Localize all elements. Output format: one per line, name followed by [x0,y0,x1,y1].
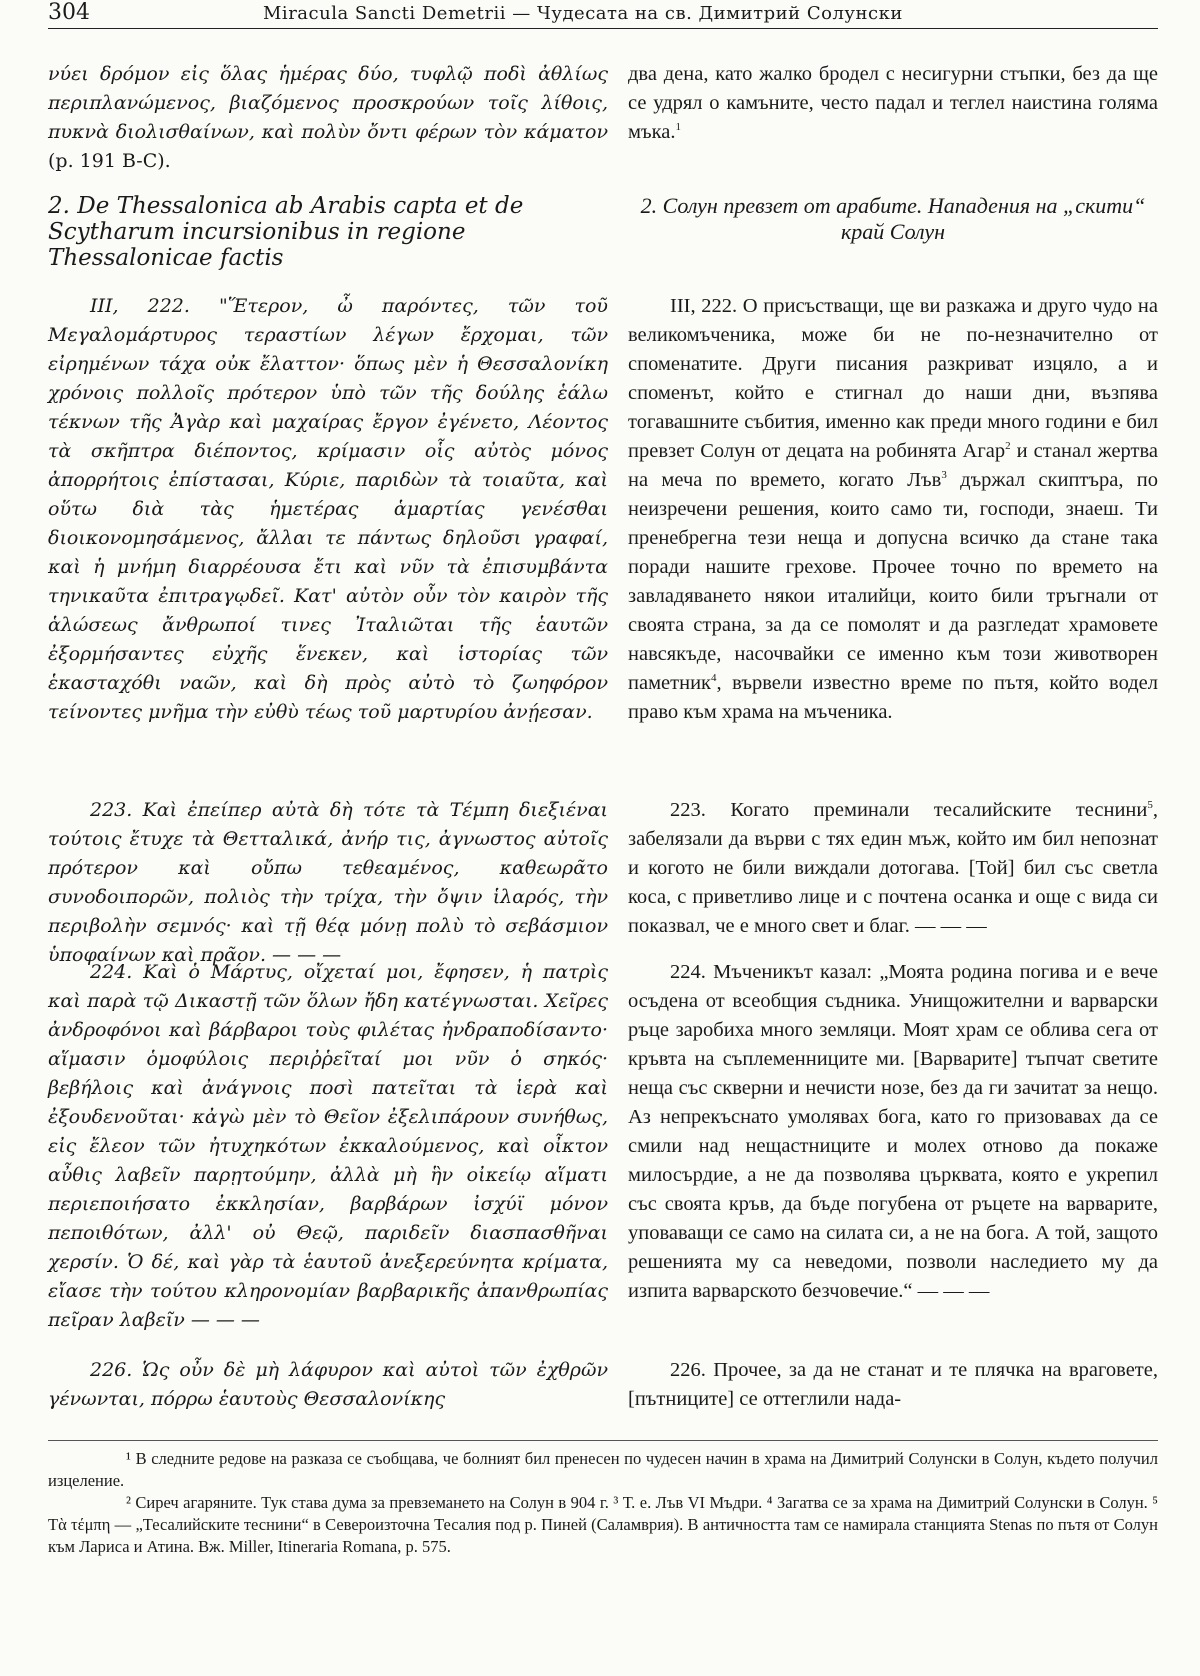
footnote-1: ¹ В следните редове на разказа се съобщава, че болният бил пренесен по чудесен начин в храма на Димитрий Солунски в Солун, където получил изцеление. [48,1449,1158,1490]
greek-intro-ref: (p. 191 B-C). [48,150,171,172]
bulgarian-paragraph-226: 226. Прочее, за да не станат и те плячка на враговете, [пътниците] се оттеглили нада- [628,1359,1158,1410]
bg222-part-c: държал скиптъра, по неизречени решения, които само ти, господи, знаеш. Ти пренебрегна тези неща и допусна всичко да стане така поради нашите грехове. Прочее точно по времето на завладяването някои италийци, които били тръгнали от своята страна, за да се помолят и да разгледат храмовете навсякъде, насочвайки се именно към този животворен паметник [628,469,1158,694]
bg222-part-b: и станал жертва на меча по времето, когато Лъв [628,440,1159,491]
latin-section-heading: 2. De Thessalonica ab Arabis capta et de Scytharum incursionibus in regione Thessalonicae factis [48,193,524,271]
footnote-3: ³ Т. е. Лъв VI Мъдри. [613,1493,763,1512]
page-number: 304 [48,0,90,25]
footnote-5: ⁵ Τὰ τέμπη — „Тесалийските теснини“ в Североизточна Тесалия под р. Пиней (Саламврия). В античността там се намирала станцията Stenas по пътя от Солун към Лариса и Атина. Вж. Miller, Itineraria Romana, p. 575. [48,1493,1159,1556]
bulgarian-paragraph-222 [628,292,1158,727]
footnote-2-3 [48,1492,1158,1558]
greek-paragraph-226: 226. Ὡς οὖν δὲ μὴ λάφυρον καὶ αὐτοὶ τῶν ἐχθρῶν γένωνται, πόρρω ἑαυτοὺς Θεσσαλονίκης [48,1359,608,1410]
footnote-marker-3: 3 [941,469,947,482]
greek-intro-text: νύει δρόμον εἰς ὅλας ἡμέρας δύο, τυφλῷ ποδὶ ἀθλίως περιπλανώμενος, βιαζόμενος προσκρούων τοῖς λίθοις, πυκνὰ διολισθαίνων, καὶ πολὺν ὄντι φέρων τὸν κάματον [48,63,608,143]
greek-intro [48,60,608,176]
footnote-marker-4: 4 [711,672,717,685]
bulgarian-section-heading: 2. Солун превзет от арабите. Нападения на „скити“ край Солун [640,193,1146,244]
column-gutter [618,80,619,1440]
bulgarian-intro-text: два дена, като жалко бродел с несигурни стъпки, без да ще се удрял о камъните, често падал и теглел наистина голяма мъка. [628,63,1158,143]
bulgarian-intro [628,60,1158,147]
footnote-marker-1: 1 [675,121,681,134]
bg222-part-d: , вървели известно време по пътя, който водел право към храма на мъченика. [628,672,1158,723]
greek-paragraph-223: 223. Καὶ ἐπείπερ αὐτὰ δὴ τότε τὰ Τέμπη διεξιέναι τούτοις ἔτυχε τὰ Θετταλικά, ἀνήρ τις, ἀγνωστος αὐτοῖς πρότερον καὶ οὔπω τεθεαμένος, καθεωρᾶτο συνοδοιπορῶν, πολιὸς τὴν τρίχα, τὴν ὄψιν ἱλαρός, τὴν περιβολὴν σεμνός· καὶ τῇ θέᾳ μόνῃ πολὺ τὸ σεβάσμιον ὑποφαίνων καὶ πρᾶον. — — — [48,799,608,966]
footnote-marker-2: 2 [1005,440,1011,453]
page-header [48,0,1158,29]
bulgarian-paragraph-224: 224. Мъченикът казал: „Моята родина погива и е вече осъдена от всеобщия съдника. Унищожителни и варварски ръце заробиха много земляци. Моят храм се облива сега от кръвта на съплеменниците ми. [Варварите] тъпчат светите неща със скверни и нечисти нозе, без да ги зачитат за нещо. Аз непрекъснато умолявах бога, като го призовавах да се смили над нещастниците и молех отново да покаже милосърдие, а не да позволява църквата, която е укрепил със своята кръв, да бъде погубена от ръцете на варварите, уповаващи се само на силата си, а не на бога. А той, защото решенията му са неведоми, позволи наследието му да изпита варварското безчовечие.“ — — — [628,961,1158,1302]
greek-paragraph-222: III, 222. "Ἕτερον, ὦ παρόντες, τῶν τοῦ Μεγαλομάρτυρος τεραστίων λέγων ἔρχομαι, τῶν εἰρημένων τάχα οὐκ ἔλαττον· ὅπως μὲν ἡ Θεσσαλονίκη χρόνοις πολλοῖς πρότερον ὑπὸ τῶν τῆς δούλης ἑάλω τέκνων τῆς Ἀγὰρ καὶ μαχαίρας ἔργον ἐγένετο, Λέοντος τὰ σκῆπτρα διέποντος, κρίμασιν οἷς αὐτὸς μόνος ἀπορρήτοις ἐπίστασαι, Κύριε, παριδὼν τὰ τοιαῦτα, καὶ οὕτω διὰ τὰς ἡμετέρας ἁμαρτίας γενέσθαι διοικονομησάμενος, ἄλλαι τε πάντως δηλοῦσι γραφαί, καὶ ἡ μνήμη διαρρέουσα ἔτι καὶ νῦν τὰ ἐπισυμβάντα τηνικαῦτα ἐπιτραγῳδεῖ. Κατ' αὐτὸν οὖν τὸν καιρὸν τῆς ἁλώσεως ἄνθρωποί τινες Ἰταλιῶται τῆς ἑαυτῶν ἐξορμήσαντες εὐχῆς ἕνεκεν, καὶ ἱστορίας τῶν ἑκασταχόθι ναῶν, καὶ δὴ πρὸς αὐτὸ τὸ ζωηφόρον τείνοντες μνῆμα τὴν εὐθὺ τέως τοῦ μαρτυρίου ἀνῄεσαν. [48,295,608,723]
bg223-part-a: 223. Когато преминали тесалийските теснини [670,799,1148,821]
footnote-2: ² Сиреч агаряните. Тук става дума за превземането на Солун в 904 г. [126,1493,609,1512]
footnotes [48,1448,1158,1558]
footnote-separator [48,1440,1158,1441]
running-head: Miracula Sancti Demetrii — Чудесата на св. Димитрий Солунски [263,3,903,24]
bg222-part-a: III, 222. О присъстващи, ще ви разкажа и друго чудо на великомъченика, може би не по-незначително от споменатите. Други писания разкриват изцяло, а и споменът, който е стигнал до наши дни, възпява тогавашните събития, именно как преди много години е бил превзет Солун от децата на робинята Агар [628,295,1158,462]
bulgarian-paragraph-223 [628,796,1158,941]
bg223-part-b: , забелязали да върви с тях един мъж, който им бил непознат и когото не били виждали дотогава. [Той] бил със светла коса, с приветливо лице и с почтена осанка и още с вида си показвал, че е много свет и благ. — — — [628,799,1158,937]
footnote-4: ⁴ Загатва се за храма на Димитрий Солунски в Солун. [766,1493,1148,1512]
footnote-marker-5: 5 [1147,799,1153,812]
greek-paragraph-224: 224. Καὶ ὁ Μάρτυς, οἴχεταί μοι, ἔφησεν, ἡ πατρὶς καὶ παρὰ τῷ Δικαστῇ τῶν ὅλων ἤδη κατέγνωσται. Χεῖρες ἀνδροφόνοι καὶ βάρβαροι τοὺς φιλέτας ἠνδραποδίσαντο· αἵμασιν ὁμοφύλοις περιῤῥεῖταί μοι νῦν ὁ σηκός· βεβήλοις καὶ ἀνάγνοις ποσὶ πατεῖται τὰ ἱερὰ καὶ ἐξουδενοῦται· κἀγὼ μὲν τὸ Θεῖον ἐξελιπάρουν συνήθως, εἰς ἔλεον τῶν ἠτυχηκότων ἐκκαλούμενος, καὶ οἶκτον αὖθις λαβεῖν παρῃτούμην, ἀλλὰ μὴ ἣν οἰκείῳ αἵματι περιεποιήσατο ἐκκλησίαν, βαρβάρων ἰσχύϊ μόνον πεποιθότων, ἀλλ' οὐ Θεῷ, παριδεῖν διασπασθῆναι χερσίν. Ὁ δέ, καὶ γὰρ τὰ ἑαυτοῦ ἀνεξερεύνητα κρίματα, εἴασε τὴν τούτου κληρονομίαν βαρβαρικῆς ἀπανθρωπίας πεῖραν λαβεῖν — — — [48,961,608,1331]
